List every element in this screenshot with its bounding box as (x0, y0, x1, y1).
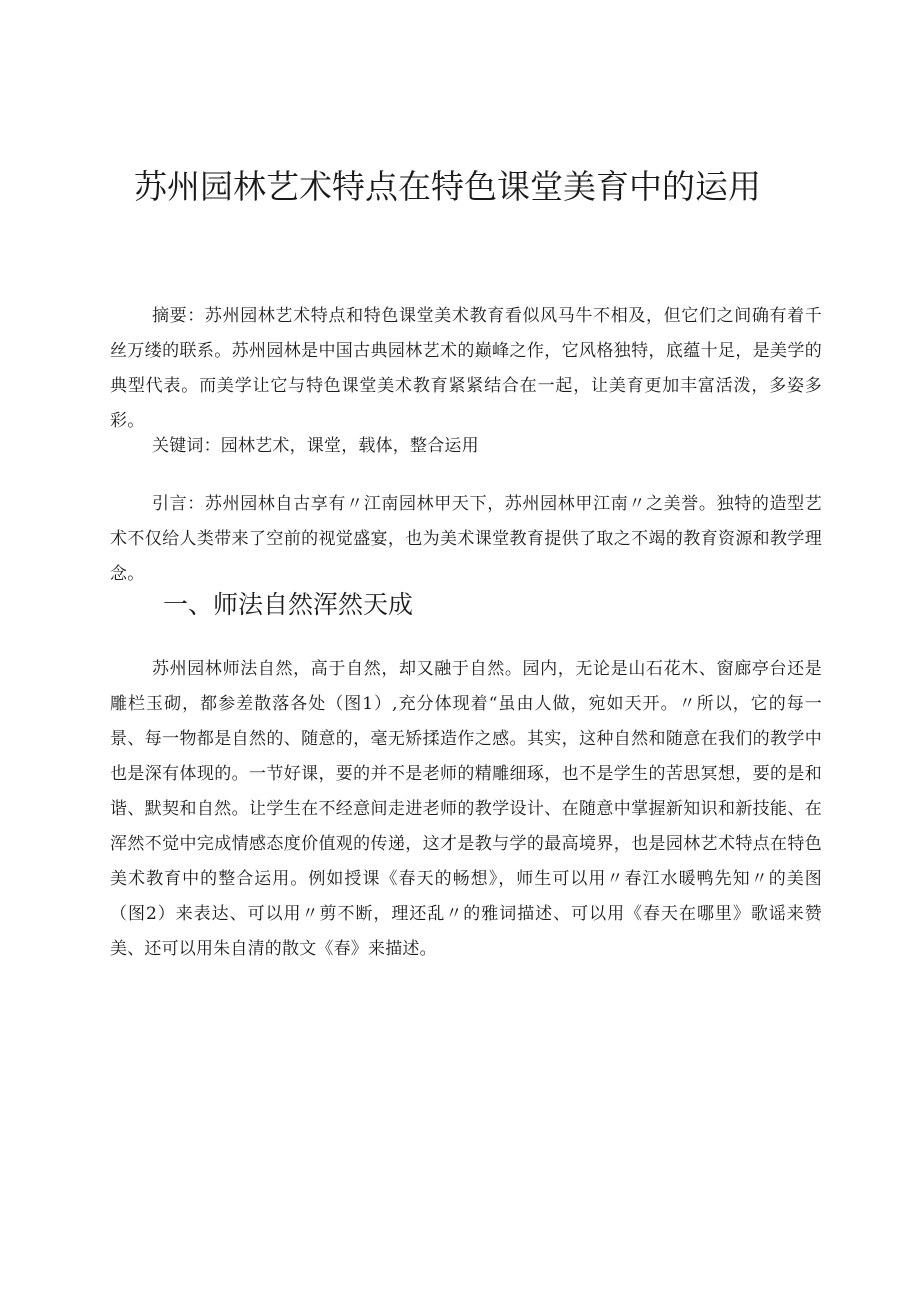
abstract-paragraph: 摘要：苏州园林艺术特点和特色课堂美术教育看似风马牛不相及，但它们之间确有着千丝万缕的联系。苏州园林是中国古典园林艺术的巅峰之作，它风格独特，底蕴十足，是美学的典型代表。而美学让它与特色课堂美术教育紧紧结合在一起，让美育更加丰富活泼，多姿多彩。 (110, 306, 822, 431)
keywords-paragraph: 关键词：园林艺术，课堂，载体，整合运用 (152, 436, 479, 456)
document-title: 苏州园林艺术特点在特色课堂美育中的运用 (134, 167, 761, 206)
intro-paragraph: 引言：苏州园林自古享有〃江南园林甲天下，苏州园林甲江南〃之美誉。独特的造型艺术不仅给人类带来了空前的视觉盛宴，也为美术课堂教育提供了取之不竭的教育资源和教学理念。 (110, 494, 822, 584)
section-heading: 一、师法自然浑然天成 (163, 590, 414, 619)
section-body-paragraph: 苏州园林师法自然，高于自然，却又融于自然。园内，无论是山石花木、窗廊亭台还是雕栏玉砌，都参差散落各处（图1）,充分体现着“虽由人做，宛如天开。〃所以，它的每一景、每一物都是自然的、随意的，毫无矫揉造作之感。其实，这种自然和随意在我们的教学中也是深有体现的。一节好课，要的并不是老师的精雕细琢，也不是学生的苦思冥想，要的是和谐、默契和自然。让学生在不经意间走进老师的教学设计、在随意中掌握新知识和新技能、在浑然不觉中完成情感态度价值观的传递，这才是教与学的最高境界，也是园林艺术特点在特色美术教育中的整合运用。例如授课《春天的畅想》，师生可以用〃春江水暖鸭先知〃的美图（图2）来表达、可以用〃剪不断，理还乱〃的雅词描述、可以用《春天在哪里》歌谣来赞美、还可以用朱自清的散文《春》来描述。 (110, 659, 822, 959)
